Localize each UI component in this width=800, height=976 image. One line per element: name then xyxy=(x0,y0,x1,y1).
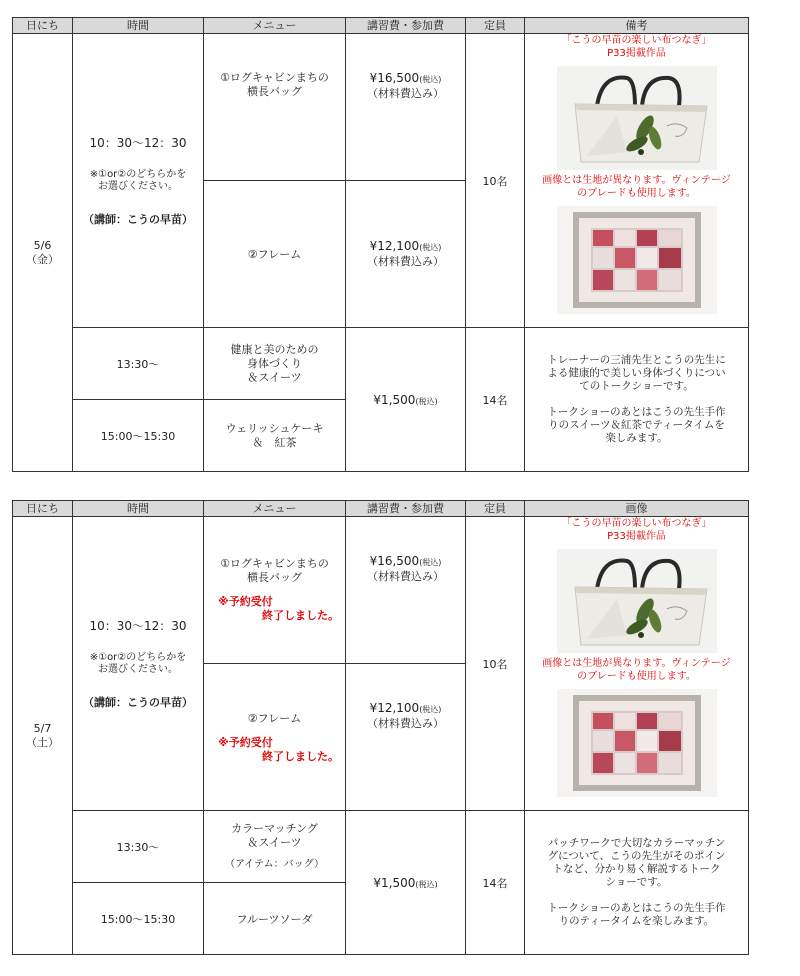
afternoon-menu-2b: フルーツソーダ xyxy=(236,912,313,926)
afternoon-time-1: 13:30〜 xyxy=(116,357,160,371)
materials-included: （材料費込み） xyxy=(367,87,444,100)
afternoon-menu-1-cell xyxy=(204,328,346,400)
afternoon-time-2: 15:00〜15:30 xyxy=(100,429,176,443)
afternoon-menu-1-cell-2 xyxy=(204,811,346,883)
header-remarks: 備考 xyxy=(525,18,749,34)
morning-time: 10：30〜12：30 xyxy=(89,136,187,150)
menu-bag-cell xyxy=(204,34,346,181)
afternoon-menu-1-line1: 健康と美のための xyxy=(230,342,319,356)
capacity-morning-cell xyxy=(466,34,525,328)
header-date: 日にち xyxy=(13,18,73,34)
afternoon-time-2-cell-2 xyxy=(73,883,204,955)
fee-frame-cell: ¥12,100(税込) （材料費込み） xyxy=(346,181,466,328)
menu-bag-2-line2: 横長バッグ xyxy=(247,571,302,584)
header-date-2: 日にち xyxy=(13,501,73,517)
menu-bag-2-line1: ①ログキャビンまちの xyxy=(220,557,329,570)
afternoon-capacity: 14名 xyxy=(482,393,508,407)
header-image: 画像 xyxy=(525,501,749,517)
afternoon-fee-2: ¥1,500 xyxy=(373,875,416,890)
schedule-table-may-6 xyxy=(12,17,749,472)
afternoon-capacity-cell-2 xyxy=(466,811,525,955)
afternoon-menu-2-cell-2 xyxy=(204,883,346,955)
afternoon-remarks: トレーナーの三浦先生とこうの先生に よる健康的で美しい身体づくりについ てのトークショーです。 トークショーのあとはこうの先生手作 りのスイーツ＆紅茶でティータイムを 楽しみます。 xyxy=(525,328,749,472)
materials-included-3: （材料費込み） xyxy=(367,570,444,583)
header-menu-2: メニュー xyxy=(204,501,346,517)
afternoon-menu-1-line2: 身体づくり xyxy=(247,356,302,370)
afternoon-time-1-cell xyxy=(73,328,204,400)
teacher-label-2: （講師：こうの早苗） xyxy=(83,696,193,709)
menu-frame-2: ②フレーム xyxy=(247,712,302,725)
fee-bag-cell-2: ¥16,500(税込) （材料費込み） xyxy=(346,517,466,664)
afternoon-menu-1-line3: ＆スイーツ xyxy=(247,370,302,384)
materials-included-2: （材料費込み） xyxy=(367,255,444,268)
afternoon-fee-cell-2: ¥1,500(税込) xyxy=(346,811,466,955)
afternoon-menu-2-line1: ウェリッシュケーキ xyxy=(225,421,324,435)
header-fee: 講習費・参加費 xyxy=(346,18,466,34)
header-time: 時間 xyxy=(73,18,204,34)
reservation-closed-frame: ※予約受付 終了しました。 xyxy=(218,736,339,763)
fee-bag-2: ¥16,500 xyxy=(369,554,420,568)
teacher-label: （講師：こうの早苗） xyxy=(83,213,193,226)
afternoon-time-2-cell xyxy=(73,400,204,472)
menu-bag-line1: ①ログキャビンまちの xyxy=(220,71,329,84)
tote-bag-photo-2 xyxy=(557,549,717,653)
choice-note-2: ※①or②のどちらかを お選びください。 xyxy=(89,652,187,675)
remarks-images-cell xyxy=(525,34,749,328)
book-caption: 「こうの早苗の楽しい布つなぎ」 P33掲載作品 xyxy=(561,35,712,59)
fee-frame-cell-2: ¥12,100(税込) （材料費込み） xyxy=(346,664,466,811)
fabric-note-2: 画像とは生地が異なります。ヴィンテージ のブレードも使用します。 xyxy=(542,658,731,682)
afternoon-capacity-cell xyxy=(466,328,525,472)
date-cell-2 xyxy=(13,517,73,955)
afternoon-remarks-2: パッチワークで大切なカラーマッチン グについて、こうの先生がそのポイン トなど、分かり易く解説するトーク ショーです。 トークショーのあとはこうの先生手作 りのティータイムを楽しみます。 xyxy=(525,811,749,955)
header-capacity: 定員 xyxy=(466,18,525,34)
menu-bag-cell-2 xyxy=(204,517,346,664)
capacity-morning-cell-2 xyxy=(466,517,525,811)
morning-time-2: 10：30〜12：30 xyxy=(89,619,187,633)
afternoon-menu-2-cell xyxy=(204,400,346,472)
materials-included-4: （材料費込み） xyxy=(367,717,444,730)
book-caption-2: 「こうの早苗の楽しい布つなぎ」 P33掲載作品 xyxy=(561,518,712,542)
menu-frame: ②フレーム xyxy=(247,248,302,261)
date-value: 5/6 xyxy=(33,238,52,252)
afternoon-fee: ¥1,500 xyxy=(373,392,416,407)
afternoon-time-2-b: 15:00〜15:30 xyxy=(100,912,176,926)
menu-bag-line2: 横長バッグ xyxy=(247,85,302,98)
capacity-morning: 10名 xyxy=(482,174,508,188)
capacity-morning-2: 10名 xyxy=(482,657,508,671)
tote-bag-photo xyxy=(557,66,717,170)
afternoon-item-note: （アイテム：バッグ） xyxy=(225,859,324,870)
header-time-2: 時間 xyxy=(73,501,204,517)
menu-frame-cell xyxy=(204,181,346,328)
morning-time-cell-2 xyxy=(73,517,204,811)
date-cell xyxy=(13,34,73,472)
afternoon-menu-1b-line2: ＆スイーツ xyxy=(247,836,302,849)
fee-frame: ¥12,100 xyxy=(369,239,420,253)
afternoon-time-1-b: 13:30〜 xyxy=(116,840,160,854)
fabric-note: 画像とは生地が異なります。ヴィンテージ のブレードも使用します。 xyxy=(542,175,731,199)
reservation-closed-bag: ※予約受付 終了しました。 xyxy=(218,595,339,622)
afternoon-fee-cell: ¥1,500(税込) xyxy=(346,328,466,472)
weekday-value: （金） xyxy=(26,252,59,266)
framed-quilt-photo xyxy=(557,206,717,314)
header-menu: メニュー xyxy=(204,18,346,34)
choice-note: ※①or②のどちらかを お選びください。 xyxy=(89,169,187,192)
afternoon-menu-2-line2: ＆ 紅茶 xyxy=(252,435,297,449)
images-cell xyxy=(525,517,749,811)
header-fee-2: 講習費・参加費 xyxy=(346,501,466,517)
morning-time-cell xyxy=(73,34,204,328)
menu-frame-cell-2 xyxy=(204,664,346,811)
header-capacity-2: 定員 xyxy=(466,501,525,517)
fee-frame-2: ¥12,100 xyxy=(369,701,420,715)
afternoon-time-1-cell-2 xyxy=(73,811,204,883)
fee-bag-cell: ¥16,500(税込) （材料費込み） xyxy=(346,34,466,181)
framed-quilt-photo-2 xyxy=(557,689,717,797)
date-value-2: 5/7 xyxy=(33,721,52,735)
afternoon-menu-1b-line1: カラーマッチング xyxy=(231,822,318,835)
fee-bag: ¥16,500 xyxy=(369,71,420,85)
weekday-value-2: （土） xyxy=(26,735,59,749)
afternoon-capacity-2: 14名 xyxy=(482,876,508,890)
schedule-table-may-7 xyxy=(12,500,749,955)
